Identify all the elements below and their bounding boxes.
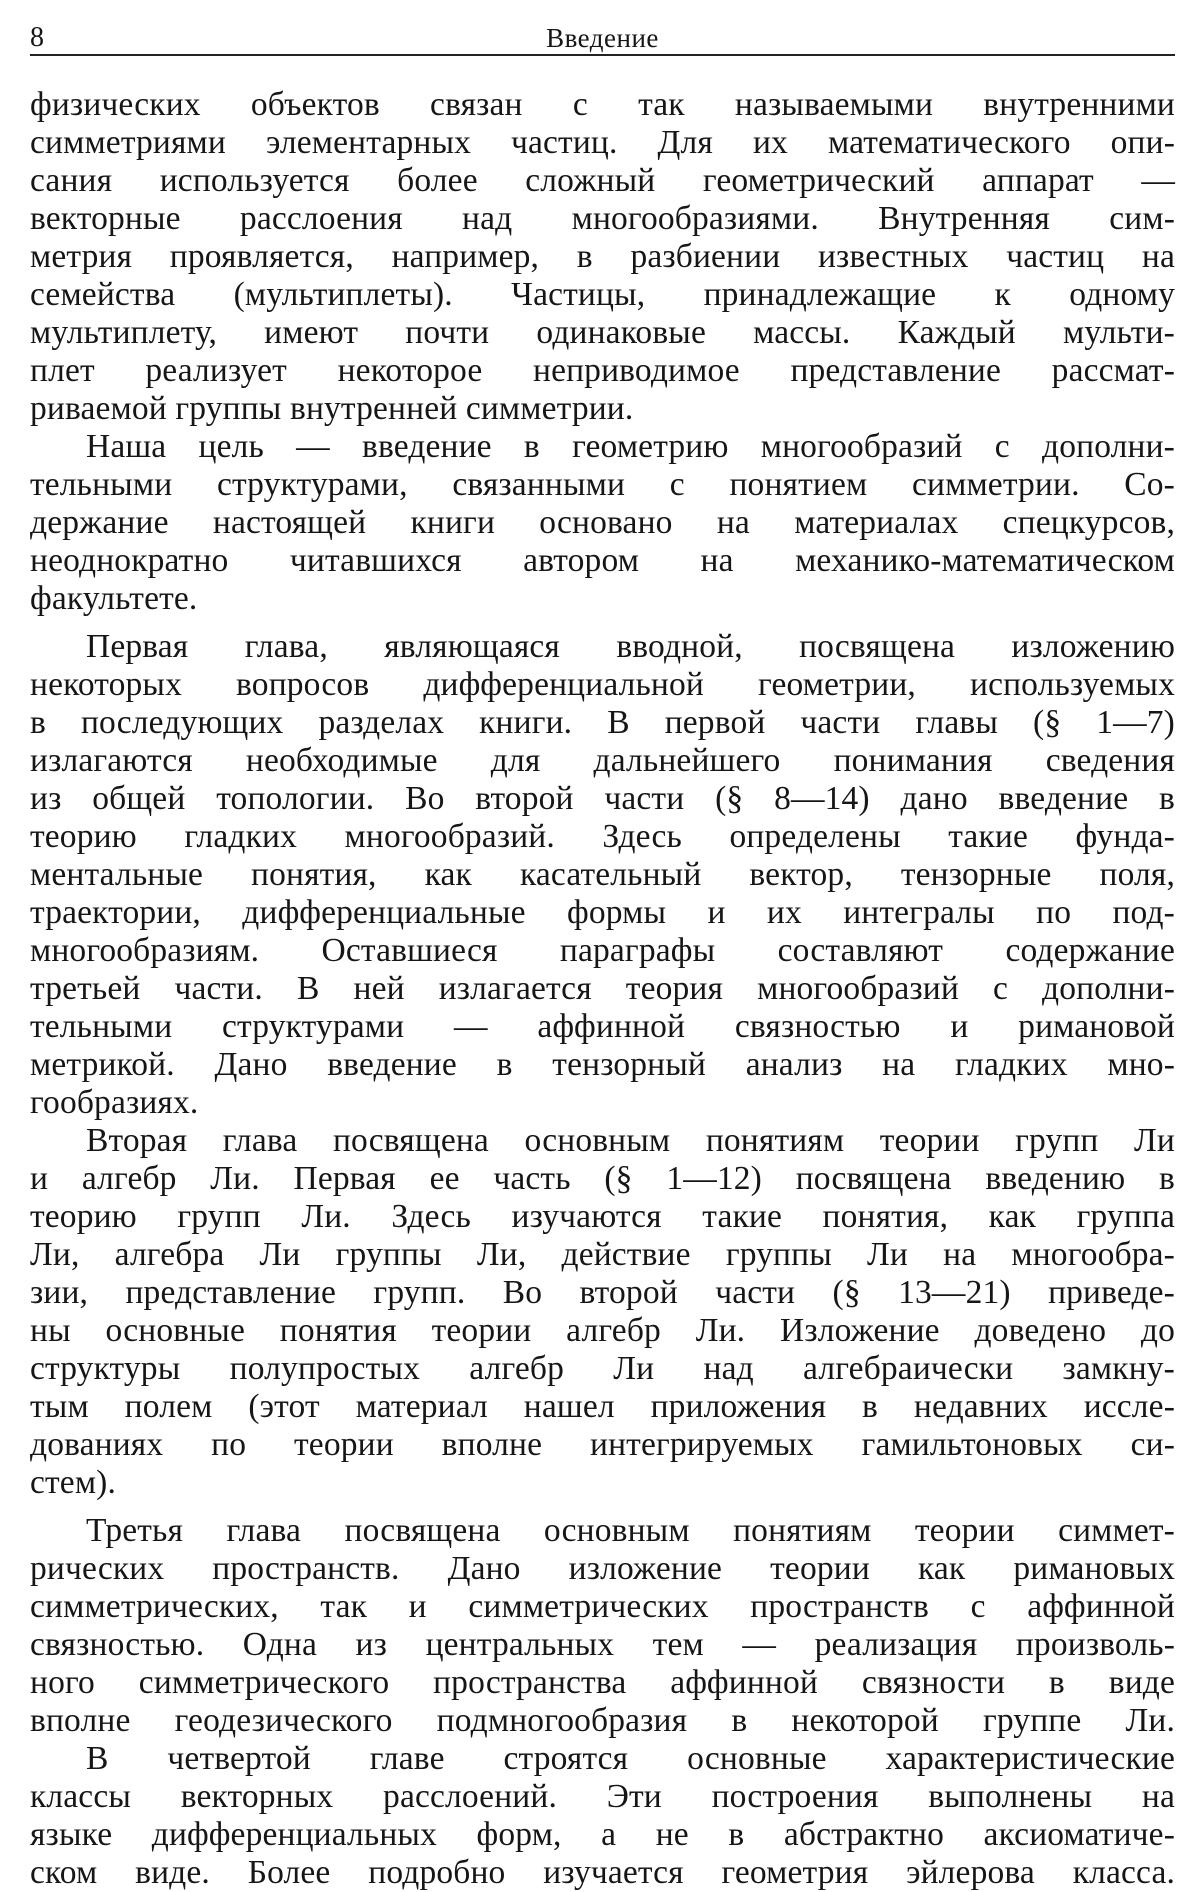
text-line: ны основные понятия теории алгебр Ли. Изложение доведено до — [30, 1312, 1175, 1349]
text-line: метрия проявляется, например, в разбиении известных частиц на — [30, 238, 1175, 275]
paragraph-3 — [30, 628, 1175, 1122]
text-line: факультете. — [30, 580, 198, 617]
text-line: траектории, дифференциальные формы и их интегралы по под- — [30, 894, 1175, 931]
running-title: Введение — [546, 23, 659, 53]
paragraph-5 — [30, 1512, 1175, 1740]
text-line: связностью. Одна из центральных тем — реализация произволь- — [30, 1626, 1175, 1663]
text-line: рических пространств. Дано изложение теории как римановых — [30, 1550, 1175, 1587]
text-line: зии, представление групп. Во второй части (§ 13—21) приведе- — [30, 1274, 1175, 1311]
text-line: и алгебр Ли. Первая ее часть (§ 1—12) посвящена введению в — [30, 1160, 1175, 1197]
text-line: риваемой группы внутренней симметрии. — [30, 390, 634, 427]
text-line: ском виде. Более подробно изучается геометрия эйлерова класса. — [30, 1854, 1175, 1891]
paragraph-2 — [30, 428, 1175, 618]
text-line: симметрических, так и симметрических пространств с аффинной — [30, 1588, 1175, 1625]
body-text — [30, 86, 1175, 1892]
text-line: Третья глава посвящена основным понятиям теории симмет- — [86, 1512, 1175, 1549]
text-line: Первая глава, являющаяся вводной, посвящена изложению — [86, 628, 1175, 665]
text-line: симметриями элементарных частиц. Для их математического опи- — [30, 124, 1175, 161]
text-line: гообразиях. — [30, 1084, 199, 1121]
text-line: языке дифференциальных форм, а не в абстрактно аксиоматиче- — [30, 1816, 1175, 1853]
paragraph-gap — [30, 618, 1175, 628]
text-line: Вторая глава посвящена основным понятиям теории групп Ли — [86, 1122, 1175, 1159]
page-number: 8 — [30, 22, 44, 53]
text-line: ментальные понятия, как касательный вектор, тензорные поля, — [30, 856, 1175, 893]
text-line: некоторых вопросов дифференциальной геометрии, используемых — [30, 666, 1175, 703]
text-line: сания используется более сложный геометрический аппарат — — [30, 162, 1175, 199]
text-line: классы векторных расслоений. Эти построения выполнены на — [30, 1778, 1175, 1815]
text-line: вполне геодезического подмногообразия в некоторой группе Ли. — [30, 1702, 1175, 1739]
text-line: неоднократно читавшихся автором на механико-математическом — [30, 542, 1175, 579]
text-line: метрикой. Дано введение в тензорный анализ на гладких мно- — [30, 1046, 1175, 1083]
text-line: В четвертой главе строятся основные характеристические — [86, 1740, 1175, 1777]
text-line: тельными структурами, связанными с понятием симметрии. Со- — [30, 466, 1175, 503]
text-line: теорию гладких многообразий. Здесь определены такие фунда- — [30, 818, 1175, 855]
text-line: Ли, алгебра Ли группы Ли, действие группы Ли на многообра- — [30, 1236, 1175, 1273]
header-rule — [30, 54, 1175, 56]
text-line: тельными структурами — аффинной связностью и римановой — [30, 1008, 1175, 1045]
paragraph-gap — [30, 1502, 1175, 1512]
text-line: плет реализует некоторое неприводимое представление рассмат- — [30, 352, 1175, 389]
text-line: теорию групп Ли. Здесь изучаются такие понятия, как группа — [30, 1198, 1175, 1235]
text-line: семейства (мультиплеты). Частицы, принадлежащие к одному — [30, 276, 1175, 313]
text-line: структуры полупростых алгебр Ли над алгебраически замкну- — [30, 1350, 1175, 1387]
text-line: физических объектов связан с так называемыми внутренними — [30, 86, 1175, 123]
paragraph-4 — [30, 1122, 1175, 1502]
text-line: из общей топологии. Во второй части (§ 8—14) дано введение в — [30, 780, 1175, 817]
text-line: мультиплету, имеют почти одинаковые массы. Каждый мульти- — [30, 314, 1175, 351]
text-line: Наша цель — введение в геометрию многообразий с дополни- — [86, 428, 1175, 465]
text-line: в последующих разделах книги. В первой части главы (§ 1—7) — [30, 704, 1175, 741]
text-line: излагаются необходимые для дальнейшего понимания сведения — [30, 742, 1175, 779]
text-line: ного симметрического пространства аффинной связности в виде — [30, 1664, 1175, 1701]
text-line: векторные расслоения над многообразиями. Внутренняя сим- — [30, 200, 1175, 237]
paragraph-6 — [30, 1740, 1175, 1892]
text-line: многообразиям. Оставшиеся параграфы составляют содержание — [30, 932, 1175, 969]
text-line: тым полем (этот материал нашел приложения в недавних иссле- — [30, 1388, 1175, 1425]
text-line: держание настоящей книги основано на материалах спецкурсов, — [30, 504, 1175, 541]
text-line: стем). — [30, 1464, 117, 1501]
paragraph-1 — [30, 86, 1175, 428]
text-line: третьей части. В ней излагается теория многообразий с дополни- — [30, 970, 1175, 1007]
text-line: дованиях по теории вполне интегрируемых гамильтоновых си- — [30, 1426, 1175, 1463]
